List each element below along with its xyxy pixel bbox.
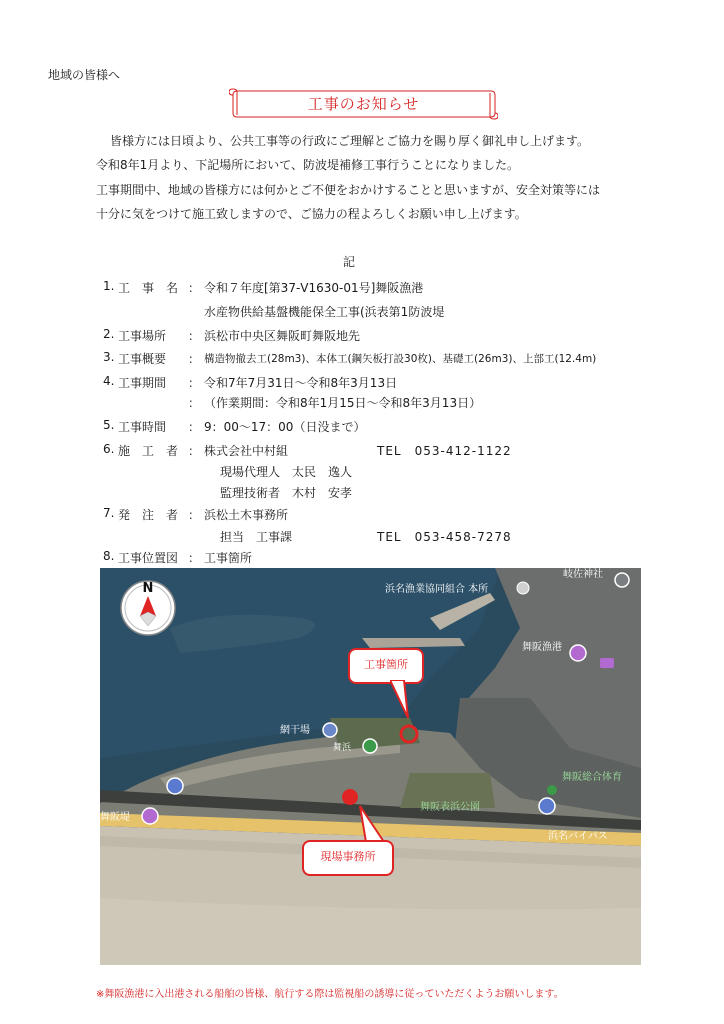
compass-icon — [120, 580, 176, 636]
map-label-bypass: 浜名バイパス — [548, 831, 608, 842]
item-label: 工事概要 — [118, 352, 167, 366]
item-number: 6. — [103, 442, 115, 456]
map-label-port: 舞阪漁港 — [522, 642, 562, 653]
item-value: 令和７年度[第37-V1630-01号]舞阪漁港 — [204, 281, 424, 295]
orderer-tel: TEL 053-458-7278 — [377, 530, 512, 544]
footnote: ※舞阪漁港に入出港される船舶の皆様、航行する際は監視船の誘導に従っていただくようお願いします。 — [96, 989, 564, 1000]
intro-line-2: 令和8年1月より、下記場所において、防波堤補修工事行うことになりました。 — [96, 158, 520, 172]
callout-work-site — [348, 648, 424, 684]
map-label-pier: 舞阪堤 — [100, 812, 130, 823]
item-value: 構造物撤去工(28m3)、本体工(鋼矢板打設30枚)、基礎工(26m3)、上部工(12.4m) — [204, 353, 597, 365]
location-map — [100, 568, 641, 965]
item-colon: ： — [188, 420, 201, 434]
item-value: 浜松市中央区舞阪町舞阪地先 — [204, 329, 361, 343]
item-value: （作業期間：令和8年1月15日～令和8年3月13日） — [204, 396, 482, 410]
map-label-shrine: 岐佐神社 — [563, 569, 603, 580]
callout-office-label: 現場事務所 — [320, 850, 376, 863]
callout-work-pointer — [390, 680, 410, 720]
aerial-photo — [100, 568, 641, 965]
item-value: 令和7年7月31日～令和8年3月13日 — [204, 376, 398, 390]
map-label-gym: 舞阪総合体育 — [562, 772, 622, 783]
item-value: 9：00～17：00（日没まで） — [204, 420, 366, 434]
page-title: 工事のお知らせ — [307, 95, 420, 113]
item-label: 工事時間 — [118, 420, 167, 434]
item-number: 2. — [103, 327, 115, 341]
item-number: 7. — [103, 506, 115, 520]
item-label: 工事期間 — [118, 376, 167, 390]
callout-office — [302, 840, 394, 876]
intro-line-1: 皆様方には日頃より、公共工事等の行政にご理解とご協力を賜り厚く御礼申し上げます。 — [110, 134, 590, 148]
item-value: 浜松土木事務所 — [204, 508, 289, 522]
item-colon: ： — [188, 281, 201, 295]
item-number: 4. — [103, 374, 115, 388]
item-colon: ： — [188, 551, 201, 565]
item-colon: ： — [188, 396, 201, 410]
item-label: 施 工 者 — [118, 444, 179, 458]
callout-work-label: 工事箇所 — [364, 658, 408, 671]
item-value: 工事箇所 — [204, 551, 253, 565]
map-label-net-shed: 網干場 — [280, 725, 310, 736]
item-value: 担当 工事課 — [220, 530, 293, 544]
contractor-tel: TEL 053-412-1122 — [377, 444, 512, 458]
intro-line-3: 工事期間中、地域の皆様方には何かとご不便をおかけすることと思いますが、安全対策等には — [96, 183, 601, 197]
item-colon: ： — [188, 508, 201, 522]
item-label: 発 注 者 — [118, 508, 179, 522]
ki-heading: 記 — [343, 255, 356, 269]
item-number: 5. — [103, 418, 115, 432]
item-value: 現場代理人 太民 逸人 — [220, 465, 353, 479]
map-label-park: 舞阪表浜公園 — [420, 802, 480, 813]
compass-letter: N — [142, 581, 154, 596]
item-number: 1. — [103, 279, 115, 293]
item-number: 8. — [103, 549, 115, 563]
item-colon: ： — [188, 376, 201, 390]
item-colon: ： — [188, 444, 201, 458]
item-value: 監理技術者 木村 安孝 — [220, 486, 353, 500]
callout-office-pointer — [358, 804, 388, 844]
item-colon: ： — [188, 329, 201, 343]
addressee: 地域の皆様へ — [48, 68, 121, 82]
item-label: 工 事 名 — [118, 281, 179, 295]
map-label-maisaka: 舞浜 — [333, 743, 352, 753]
item-label: 工事位置図 — [118, 551, 179, 565]
item-value: 水産物供給基盤機能保全工事(浜表第1防波堤 — [204, 305, 445, 319]
intro-line-4: 十分に気をつけて施工致しますので、ご協力の程よろしくお願い申し上げます。 — [96, 207, 527, 221]
title-banner — [229, 88, 498, 120]
item-number: 3. — [103, 350, 115, 364]
map-label-union: 浜名漁業協同組合 本所 — [385, 584, 489, 595]
item-colon: ： — [188, 352, 201, 366]
item-value: 株式会社中村組 — [204, 444, 289, 458]
item-label: 工事場所 — [118, 329, 167, 343]
